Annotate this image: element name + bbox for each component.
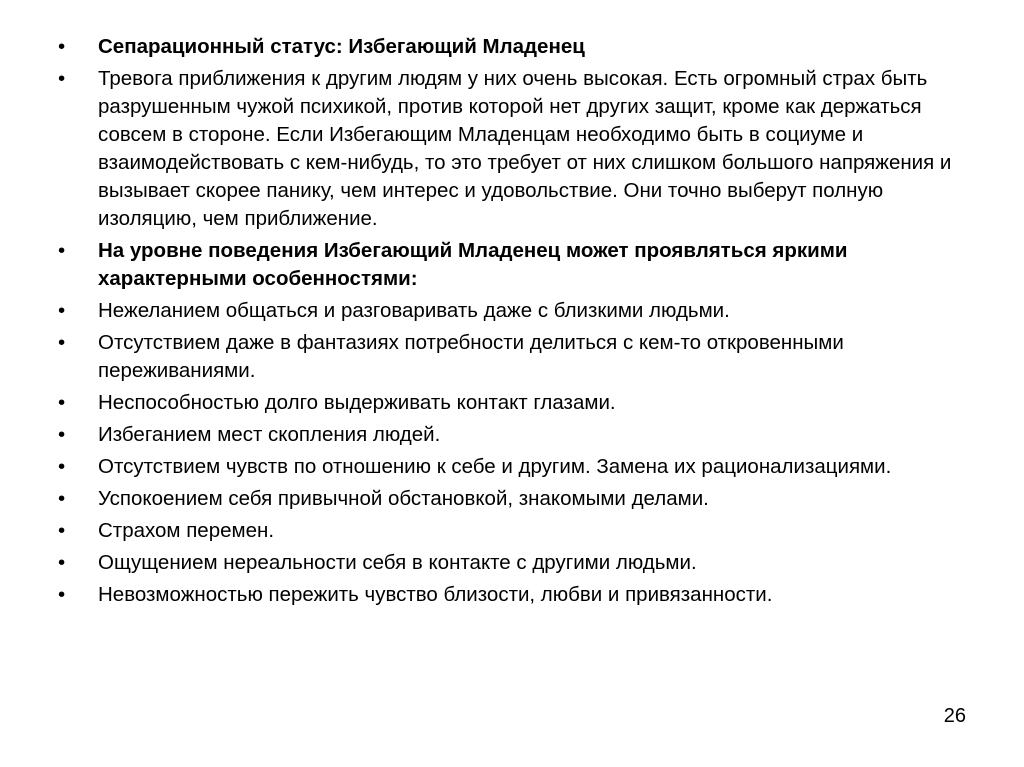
bullet-item-eye-contact	[58, 389, 978, 417]
bullet-text: Отсутствием даже в фантазиях потребности делиться с кем-то откровенными переживаниями.	[98, 331, 844, 382]
bullet-item-no-sharing	[58, 329, 978, 385]
bullet-icon: •	[58, 423, 66, 446]
bullet-item-reluctance	[58, 297, 978, 325]
bullet-item-calming	[58, 485, 978, 513]
bullet-text: Ощущением нереальности себя в контакте с другими людьми.	[98, 551, 697, 574]
bullet-text: Тревога приближения к другим людям у них очень высокая. Есть огромный страх быть разрушенным чужой психикой, против которой нет других защит, кроме как держаться совсем в стороне. Если Избегающим Младенцам необходимо быть в социуме и взаимодействовать с кем-нибудь, то это требует от них слишком большого напряжения и вызывает скорее панику, чем интерес и удовольствие. Они точно выберут полную изоляцию, чем приближение.	[98, 67, 952, 230]
bullet-item-intimacy	[58, 581, 978, 609]
bullet-item-unreality	[58, 549, 978, 577]
bullet-item-separation-status	[58, 33, 978, 61]
bullet-text: Успокоением себя привычной обстановкой, знакомыми делами.	[98, 487, 709, 510]
bullet-icon: •	[58, 299, 66, 322]
bullet-item-fear-of-change	[58, 517, 978, 545]
bullet-item-avoid-crowds	[58, 421, 978, 449]
bullet-text: Неспособностью долго выдерживать контакт глазами.	[98, 391, 616, 414]
bullet-icon: •	[58, 67, 66, 90]
bullet-text: Невозможностью пережить чувство близости, любви и привязанности.	[98, 583, 773, 606]
bullet-item-behavior-heading	[58, 237, 978, 293]
page-number: 26	[943, 705, 966, 727]
bullet-icon: •	[58, 331, 66, 354]
bullet-text: Страхом перемен.	[98, 519, 275, 542]
bullet-icon: •	[58, 583, 66, 606]
bullet-icon: •	[58, 519, 66, 542]
bullet-text: Сепарационный статус: Избегающий Младенец	[98, 35, 585, 58]
bullet-icon: •	[58, 239, 66, 262]
bullet-list	[58, 33, 978, 613]
bullet-icon: •	[58, 487, 66, 510]
bullet-icon: •	[58, 551, 66, 574]
bullet-text: На уровне поведения Избегающий Младенец может проявляться яркими характерными особенностями:	[98, 239, 848, 290]
bullet-icon: •	[58, 35, 66, 58]
bullet-text: Отсутствием чувств по отношению к себе и другим. Замена их рационализациями.	[98, 455, 892, 478]
bullet-text: Нежеланием общаться и разговаривать даже с близкими людьми.	[98, 299, 730, 322]
bullet-icon: •	[58, 391, 66, 414]
bullet-item-no-feelings	[58, 453, 978, 481]
bullet-text: Избеганием мест скопления людей.	[98, 423, 441, 446]
bullet-item-anxiety	[58, 65, 978, 233]
bullet-icon: •	[58, 455, 66, 478]
